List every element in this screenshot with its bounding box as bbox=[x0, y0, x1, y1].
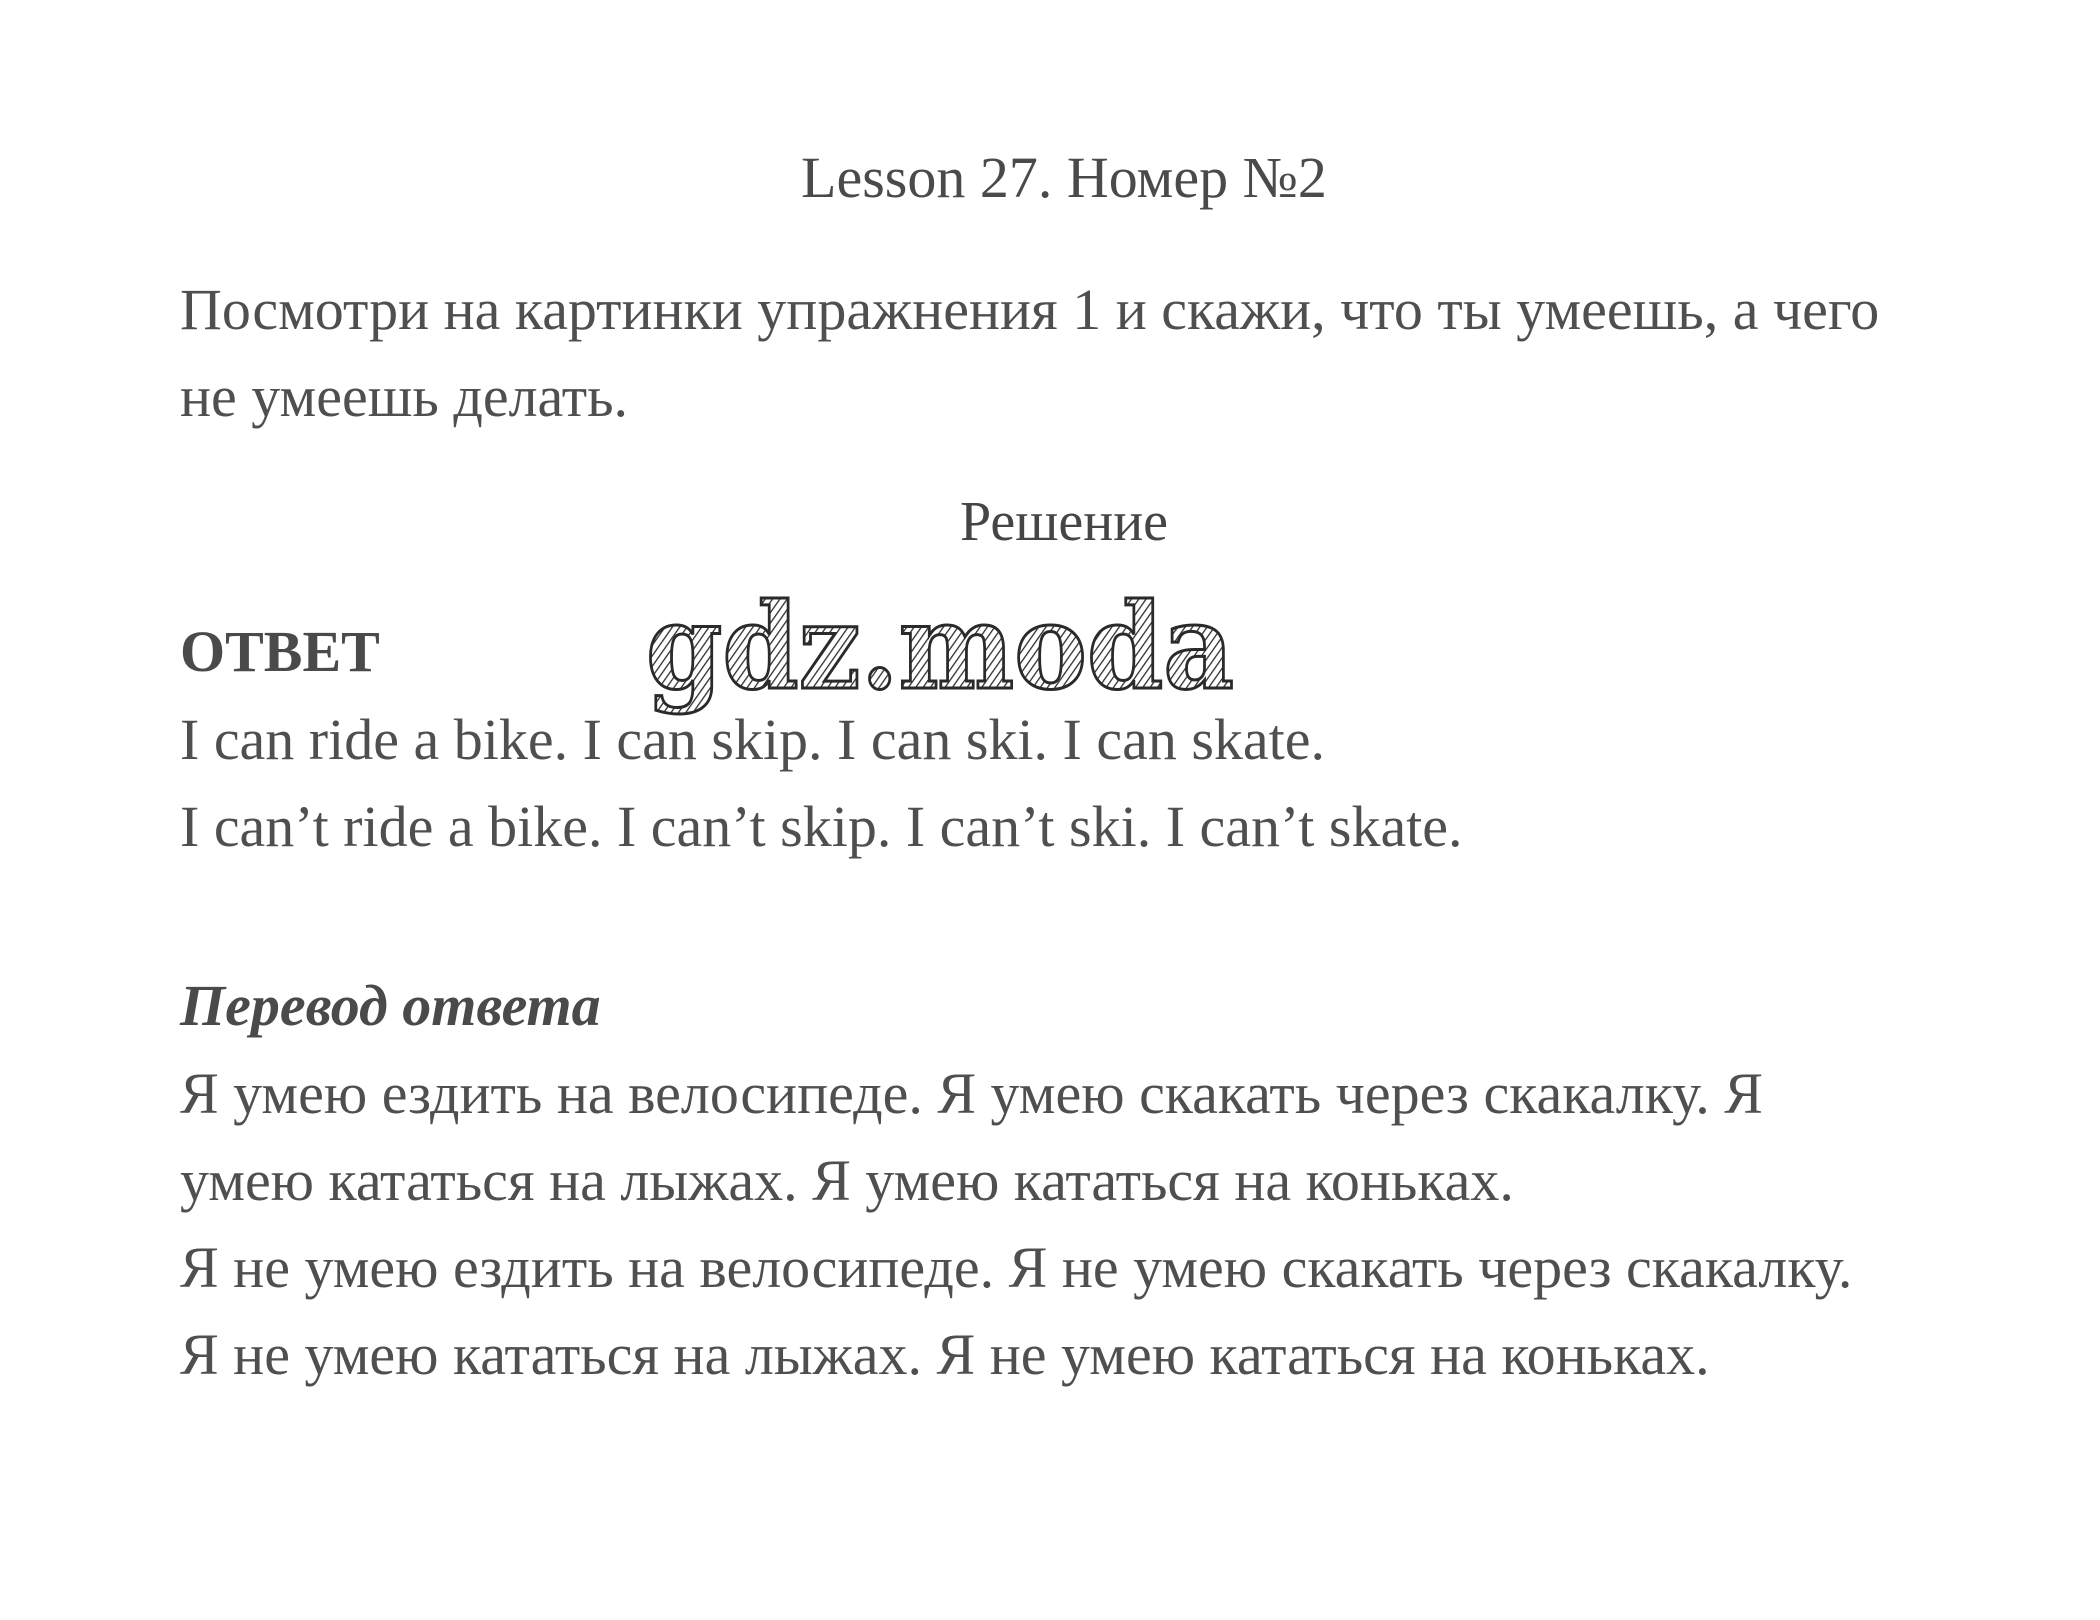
answer-line: I can’t ride a bike. I can’t skip. I can’t ski. I can’t skate. bbox=[180, 794, 1463, 859]
page-title: Lesson 27. Номер №2 bbox=[801, 145, 1327, 210]
svg-text:gdz.moda: gdz.moda bbox=[646, 578, 1234, 716]
task-line: не умеешь делать. bbox=[180, 364, 629, 429]
solution-label: Решение bbox=[959, 491, 1169, 553]
translation-line: умею кататься на лыжах. Я умею кататься на коньках. bbox=[180, 1148, 1514, 1213]
translation-line: Я умею ездить на велосипеде. Я умею скакать через скакалку. Я bbox=[180, 1061, 1763, 1126]
task-line: Посмотри на картинки упражнения 1 и скажи, что ты умеешь, а чего bbox=[180, 277, 1880, 342]
answer-line: I can ride a bike. I can skip. I can ski. I can skate. bbox=[180, 707, 1326, 772]
translation-heading: Перевод ответа bbox=[180, 973, 601, 1038]
translation-text bbox=[180, 1050, 1970, 1398]
task-text bbox=[180, 266, 1970, 440]
translation-line: Я не умею ездить на велосипеде. Я не умею скакать через скакалку. bbox=[180, 1235, 1853, 1300]
answer-text bbox=[180, 696, 1970, 870]
answer-heading: ОТВЕТ bbox=[180, 619, 380, 684]
translation-line: Я не умею кататься на лыжах. Я не умею кататься на коньках. bbox=[180, 1322, 1710, 1387]
